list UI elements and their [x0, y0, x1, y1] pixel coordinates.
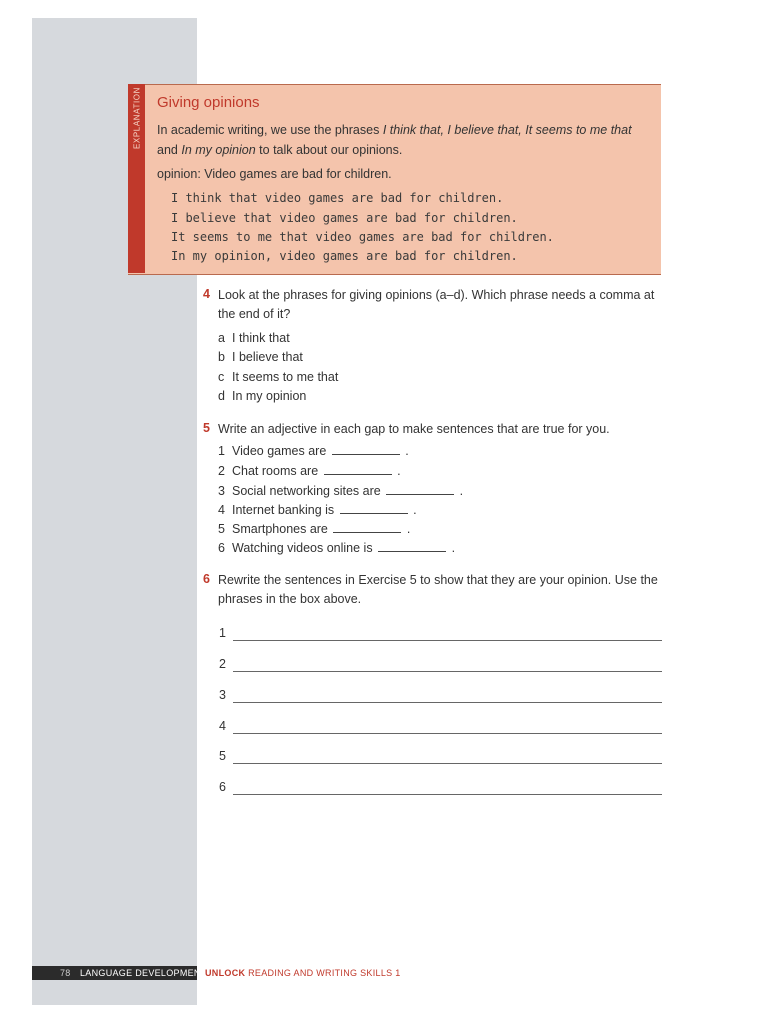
footer-book-title: READING AND WRITING SKILLS 1 — [248, 968, 401, 978]
exercise-5-item — [218, 541, 455, 555]
writing-line[interactable] — [233, 640, 662, 641]
exercise-4-option — [218, 331, 290, 345]
writing-line[interactable] — [233, 794, 662, 795]
item-number: 6 — [218, 541, 225, 555]
item-punct: . — [406, 522, 411, 536]
item-text: Video games are — [232, 444, 327, 458]
option-text: I believe that — [232, 350, 303, 364]
option-label: a — [218, 331, 225, 345]
option-label: b — [218, 350, 225, 364]
exercise-5-item — [218, 484, 463, 498]
exercise-5-item — [218, 464, 401, 478]
item-number: 1 — [218, 444, 225, 458]
exercise-5-item — [218, 444, 409, 458]
gap-blank[interactable] — [378, 541, 446, 552]
gap-blank[interactable] — [333, 522, 401, 533]
example-line: I believe that video games are bad for children. — [171, 211, 518, 225]
item-number: 2 — [218, 464, 225, 478]
writing-line[interactable] — [233, 733, 662, 734]
explanation-tab-label: EXPLANATION — [132, 86, 142, 150]
gap-blank[interactable] — [332, 444, 400, 455]
example-line: I think that video games are bad for children. — [171, 191, 504, 205]
footer-page-number: 78 — [60, 968, 71, 978]
option-text: I think that — [232, 331, 290, 345]
explanation-intro — [157, 120, 647, 160]
footer-section: LANGUAGE DEVELOPMENT — [80, 968, 207, 978]
exercise-4-instruction: Look at the phrases for giving opinions (a–d). Which phrase needs a comma at the end of it? — [218, 288, 655, 321]
exercise-5-item — [218, 522, 410, 536]
exercise-4-option — [218, 370, 338, 384]
item-text: Chat rooms are — [232, 464, 319, 478]
example-line: It seems to me that video games are bad for children. — [171, 230, 554, 244]
item-text: Internet banking is — [232, 503, 335, 517]
exercise-6-number: 6 — [203, 572, 210, 586]
brand-unl: UNL — [205, 968, 225, 978]
item-punct: . — [397, 464, 401, 478]
exercise-6-instruction: Rewrite the sentences in Exercise 5 to show that they are your opinion. Use the phrases in the box above. — [218, 573, 658, 606]
writing-line[interactable] — [233, 702, 662, 703]
option-label: d — [218, 389, 225, 403]
example-line: In my opinion, video games are bad for children. — [171, 249, 518, 263]
gap-blank[interactable] — [324, 464, 392, 475]
writing-line[interactable] — [233, 763, 662, 764]
exercise-5-number: 5 — [203, 421, 210, 435]
gap-blank[interactable] — [386, 484, 454, 495]
intro-phrase-opinion: In my opinion — [181, 143, 256, 157]
writing-line-number: 6 — [219, 780, 226, 794]
item-number: 5 — [218, 522, 225, 536]
item-text: Smartphones are — [232, 522, 328, 536]
writing-line-number: 1 — [219, 626, 226, 640]
explanation-title: Giving opinions — [157, 94, 260, 111]
item-number: 4 — [218, 503, 225, 517]
exercise-4-number: 4 — [203, 287, 210, 301]
opinion-line: opinion: Video games are bad for children. — [157, 167, 392, 181]
item-punct: . — [459, 484, 464, 498]
item-text: Social networking sites are — [232, 484, 381, 498]
writing-line[interactable] — [233, 671, 662, 672]
gap-blank[interactable] — [340, 503, 408, 514]
exercise-4-option — [218, 350, 303, 364]
exercise-5-instruction: Write an adjective in each gap to make sentences that are true for you. — [218, 422, 610, 436]
intro-text-3: to talk about our opinions. — [255, 143, 403, 157]
writing-line-number: 3 — [219, 688, 226, 702]
item-punct: . — [451, 541, 456, 555]
exercise-4-option — [218, 389, 306, 403]
option-text: In my opinion — [232, 389, 307, 403]
exercise-5-item — [218, 503, 417, 517]
footer-brand — [205, 966, 401, 980]
intro-phrases: I think that, I believe that, It seems to me that — [382, 123, 632, 137]
item-punct: . — [405, 444, 409, 458]
item-punct: . — [413, 503, 417, 517]
option-label: c — [218, 370, 225, 384]
intro-text-1: In academic writing, we use the phrases — [157, 123, 383, 137]
option-text: It seems to me that — [232, 370, 339, 384]
writing-line-number: 5 — [219, 749, 226, 763]
item-number: 3 — [218, 484, 225, 498]
intro-text-2: and — [157, 143, 182, 157]
item-text: Watching videos online is — [232, 541, 373, 555]
brand-ock: OCK — [224, 968, 246, 978]
writing-line-number: 2 — [219, 657, 226, 671]
writing-line-number: 4 — [219, 719, 226, 733]
